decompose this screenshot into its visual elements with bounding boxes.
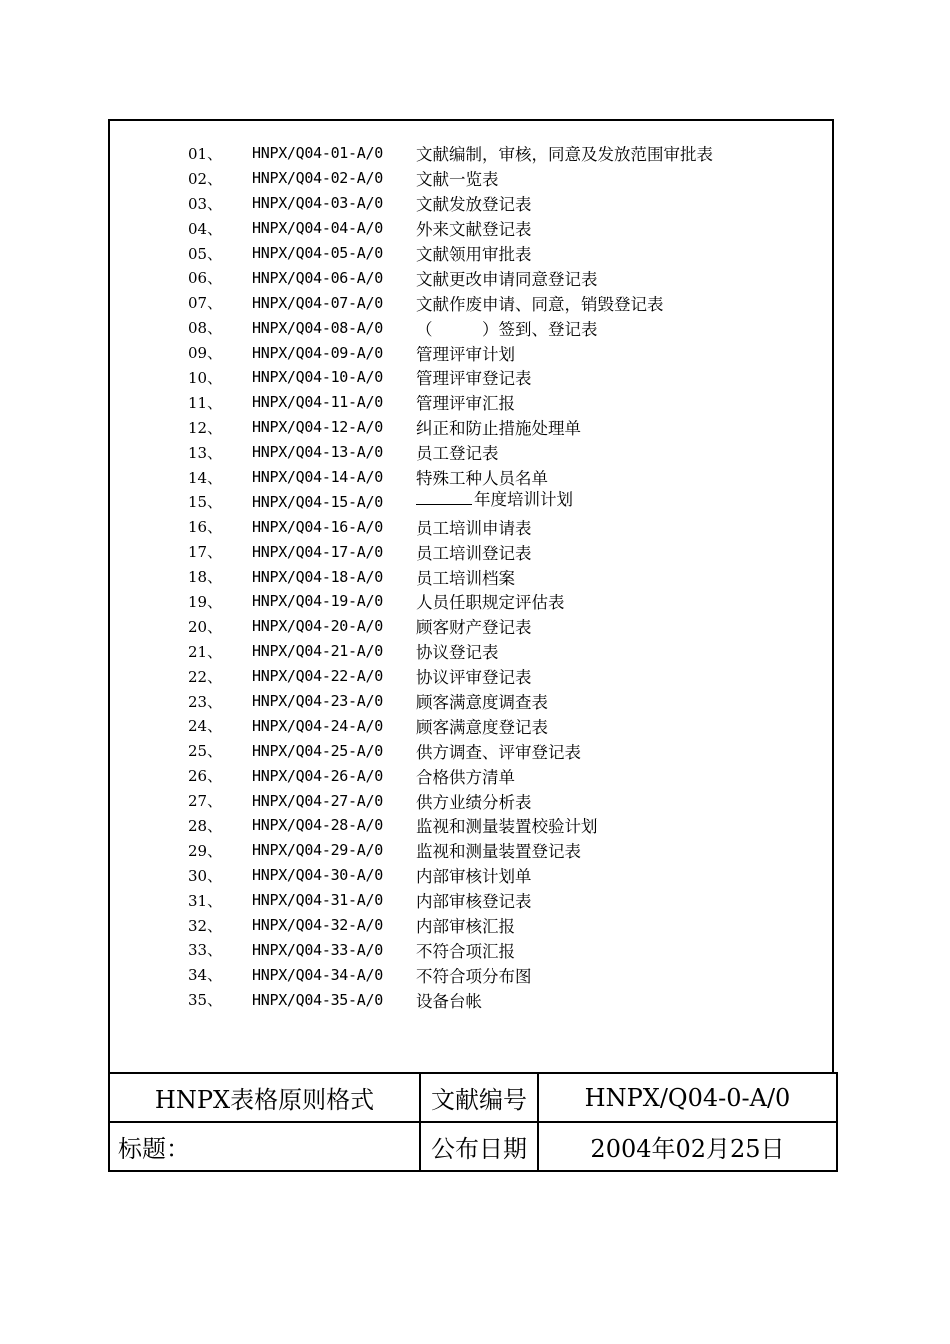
item-number: 16、 [188, 518, 223, 537]
item-number: 15、 [188, 493, 223, 512]
item-code: HNPX/Q04-27-A/0 [252, 791, 383, 810]
item-code: HNPX/Q04-15-A/0 [252, 492, 383, 511]
item-title: 内部审核计划单 [416, 867, 532, 887]
item-code: HNPX/Q04-13-A/0 [252, 443, 383, 462]
item-title: 顾客满意度调查表 [416, 693, 548, 713]
item-code: HNPX/Q04-03-A/0 [252, 194, 383, 213]
item-code: HNPX/Q04-18-A/0 [252, 567, 383, 586]
list-item [188, 888, 713, 913]
item-number: 21、 [188, 642, 223, 661]
item-code: HNPX/Q04-34-A/0 [252, 965, 383, 984]
item-number: 32、 [188, 916, 223, 935]
list-item [188, 962, 713, 987]
item-title: 人员任职规定评估表 [416, 593, 565, 613]
item-number: 30、 [188, 866, 223, 885]
item-number: 25、 [188, 742, 223, 761]
fill-in-blank [416, 490, 472, 505]
item-code: HNPX/Q04-05-A/0 [252, 244, 383, 262]
item-code: HNPX/Q04-22-A/0 [252, 667, 383, 686]
item-code: HNPX/Q04-33-A/0 [252, 940, 383, 959]
list-item [188, 290, 713, 315]
item-title: 管理评审登记表 [416, 369, 532, 389]
item-code: HNPX/Q04-21-A/0 [252, 642, 383, 661]
list-item [188, 241, 713, 266]
item-number: 07、 [188, 294, 223, 313]
item-number: 35、 [188, 991, 223, 1010]
publish-date-value: 2004年02月25日 [538, 1122, 837, 1171]
item-title: 年度培训计划 [474, 489, 573, 509]
item-code: HNPX/Q04-16-A/0 [252, 517, 383, 536]
list-item [188, 265, 713, 290]
item-number: 26、 [188, 767, 223, 786]
item-number: 03、 [188, 194, 223, 213]
item-code: HNPX/Q04-19-A/0 [252, 592, 383, 611]
item-number: 20、 [188, 617, 223, 636]
item-code: HNPX/Q04-28-A/0 [252, 816, 383, 835]
list-item [188, 838, 713, 863]
item-number: 18、 [188, 568, 223, 587]
list-item [188, 564, 713, 589]
item-number: 08、 [188, 319, 223, 338]
item-number: 01、 [188, 144, 223, 163]
item-title: 内部审核汇报 [416, 917, 515, 937]
item-title: 文献一览表 [416, 170, 499, 190]
item-code: HNPX/Q04-26-A/0 [252, 766, 383, 785]
list-item [188, 863, 713, 888]
item-number: 04、 [188, 219, 223, 238]
document-footer-table [108, 1072, 838, 1172]
form-list [188, 141, 713, 1012]
item-number: 27、 [188, 792, 223, 811]
list-item [188, 788, 713, 813]
item-title: 纠正和防止措施处理单 [416, 419, 581, 439]
item-title: 特殊工种人员名单 [416, 469, 548, 489]
list-item [188, 639, 713, 664]
document-name: HNPX表格原则格式 [109, 1073, 420, 1122]
list-item [188, 141, 713, 166]
document-number-value: HNPX/Q04-0-A/0 [538, 1073, 837, 1122]
item-code: HNPX/Q04-10-A/0 [252, 368, 383, 387]
list-item [188, 664, 713, 689]
item-title: 内部审核登记表 [416, 892, 532, 912]
item-title: 合格供方清单 [416, 767, 515, 787]
item-title-wrapper [416, 486, 573, 510]
item-number: 10、 [188, 368, 223, 387]
item-code: HNPX/Q04-07-A/0 [252, 293, 383, 312]
item-title: 管理评审汇报 [416, 394, 515, 414]
list-item [188, 689, 713, 714]
item-code: HNPX/Q04-25-A/0 [252, 741, 383, 760]
item-title: 文献领用审批表 [416, 245, 532, 264]
list-item [188, 913, 713, 938]
item-title: 供方业绩分析表 [416, 792, 532, 812]
item-title: 不符合项分布图 [416, 966, 532, 986]
item-number: 14、 [188, 468, 223, 487]
document-number-label: 文献编号 [420, 1073, 538, 1122]
item-number: 24、 [188, 717, 223, 736]
item-code: HNPX/Q04-02-A/0 [252, 169, 383, 188]
item-code: HNPX/Q04-20-A/0 [252, 617, 383, 636]
item-code: HNPX/Q04-04-A/0 [252, 219, 383, 238]
item-number: 13、 [188, 443, 223, 462]
item-code: HNPX/Q04-32-A/0 [252, 916, 383, 935]
item-title: 员工登记表 [416, 444, 499, 464]
item-number: 19、 [188, 592, 223, 611]
item-number: 22、 [188, 667, 223, 686]
item-number: 33、 [188, 941, 223, 960]
list-item [188, 589, 713, 614]
item-code: HNPX/Q04-09-A/0 [252, 343, 383, 362]
list-item [188, 938, 713, 963]
list-item [188, 390, 713, 415]
item-code: HNPX/Q04-29-A/0 [252, 841, 383, 860]
item-code: HNPX/Q04-08-A/0 [252, 318, 383, 337]
item-title: 外来文献登记表 [416, 220, 532, 240]
item-code: HNPX/Q04-31-A/0 [252, 891, 383, 910]
list-item [188, 340, 713, 365]
item-number: 05、 [188, 244, 223, 263]
item-title: 协议登记表 [416, 643, 499, 663]
list-item [188, 191, 713, 216]
item-code: HNPX/Q04-24-A/0 [252, 716, 383, 735]
list-item [188, 713, 713, 738]
list-item [188, 539, 713, 564]
subject-label: 标题： [109, 1122, 420, 1171]
list-item [188, 440, 713, 465]
item-title: 顾客财产登记表 [416, 618, 532, 638]
item-number: 23、 [188, 692, 223, 711]
item-title: 员工培训档案 [416, 568, 515, 588]
list-item [188, 315, 713, 340]
item-number: 06、 [188, 269, 223, 288]
item-title: 文献更改申请同意登记表 [416, 269, 598, 289]
list-item [188, 216, 713, 241]
list-item [188, 365, 713, 390]
item-title: 文献编制，审核，同意及发放范围审批表 [416, 145, 713, 165]
list-item [188, 987, 713, 1012]
list-item [188, 166, 713, 191]
item-number: 12、 [188, 418, 223, 437]
item-title: 不符合项汇报 [416, 941, 515, 961]
item-number: 09、 [188, 344, 223, 363]
item-code: HNPX/Q04-01-A/0 [252, 144, 383, 163]
list-item [188, 514, 713, 539]
item-number: 31、 [188, 891, 223, 910]
item-title: 员工培训申请表 [416, 518, 532, 538]
list-item [188, 489, 713, 514]
list-item [188, 738, 713, 763]
item-title: 协议评审登记表 [416, 668, 532, 688]
item-number: 02、 [188, 169, 223, 188]
item-number: 29、 [188, 841, 223, 860]
list-item [188, 813, 713, 838]
list-item [188, 614, 713, 639]
item-code: HNPX/Q04-14-A/0 [252, 468, 383, 487]
item-title: 文献发放登记表 [416, 195, 532, 215]
item-number: 28、 [188, 816, 223, 835]
item-code: HNPX/Q04-11-A/0 [252, 393, 383, 412]
item-number: 17、 [188, 543, 223, 562]
item-title: 设备台帐 [416, 991, 482, 1011]
item-code: HNPX/Q04-12-A/0 [252, 418, 383, 437]
item-title: 供方调查、评审登记表 [416, 742, 581, 762]
list-item [188, 415, 713, 440]
item-title: 监视和测量装置校验计划 [416, 817, 598, 837]
list-item [188, 763, 713, 788]
item-code: HNPX/Q04-30-A/0 [252, 866, 383, 885]
item-code: HNPX/Q04-35-A/0 [252, 990, 383, 1009]
item-title: （ ）签到、登记表 [416, 319, 598, 339]
item-code: HNPX/Q04-17-A/0 [252, 542, 383, 561]
item-title: 监视和测量装置登记表 [416, 842, 581, 862]
item-code: HNPX/Q04-06-A/0 [252, 268, 383, 287]
item-number: 11、 [188, 393, 223, 412]
item-code: HNPX/Q04-23-A/0 [252, 692, 383, 711]
item-title: 员工培训登记表 [416, 543, 532, 563]
item-number: 34、 [188, 966, 223, 985]
item-title: 文献作废申请、同意，销毁登记表 [416, 294, 664, 314]
item-title: 顾客满意度登记表 [416, 717, 548, 737]
item-title: 管理评审计划 [416, 344, 515, 364]
publish-date-label: 公布日期 [420, 1122, 538, 1171]
